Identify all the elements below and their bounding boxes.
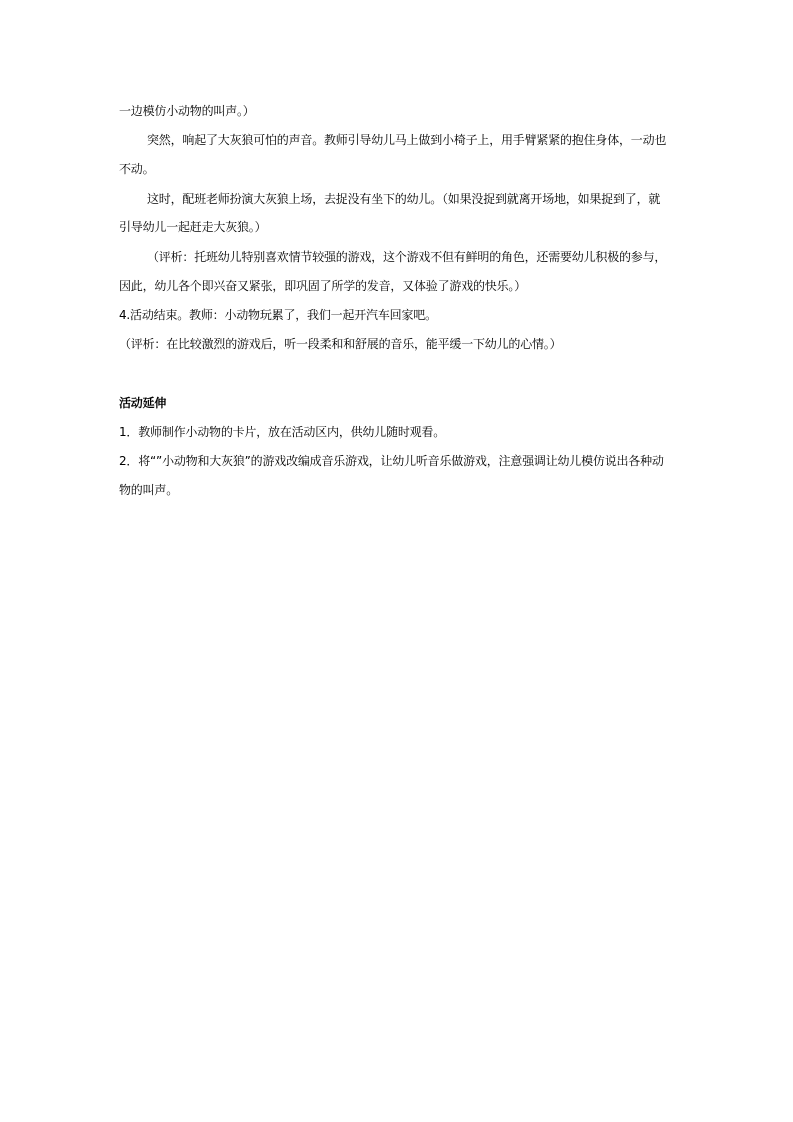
paragraph-line: 不动。	[119, 162, 155, 176]
paragraph-line: 4.活动结束。教师：小动物玩累了，我们一起开汽车回家吧。	[119, 308, 437, 322]
list-item: 2．将“”小动物和大灰狼”的游戏改编成音乐游戏，让幼儿听音乐做游戏，注意强调让幼儿模仿说出各种动	[119, 454, 664, 468]
section-heading: 活动延伸	[119, 396, 167, 410]
paragraph-line: 这时，配班老师扮演大灰狼上场，去捉没有坐下的幼儿。（如果没捉到就离开场地，如果捉到了，就	[147, 192, 661, 206]
paragraph-line: 一边模仿小动物的叫声。）	[119, 104, 255, 118]
paragraph-line: （评析：在比较激烈的游戏后，听一段柔和和舒展的音乐，能平缓一下幼儿的心情。）	[119, 337, 562, 351]
paragraph-line: 突然，响起了大灰狼可怕的声音。教师引导幼儿马上做到小椅子上，用手臂紧紧的抱住身体，一动也	[147, 133, 667, 147]
paragraph-line: 因此，幼儿各个即兴奋又紧张，即巩固了所学的发音，又体验了游戏的快乐。）	[119, 279, 527, 293]
paragraph-line: （评析：托班幼儿特别喜欢情节较强的游戏，这个游戏不但有鲜明的角色，还需要幼儿积极的参与，	[147, 250, 667, 264]
paragraph-line: 引导幼儿一起赶走大灰狼。）	[119, 220, 267, 234]
list-item: 1．教师制作小动物的卡片，放在活动区内，供幼儿随时观看。	[119, 425, 446, 439]
list-item: 物的叫声。	[119, 483, 179, 497]
